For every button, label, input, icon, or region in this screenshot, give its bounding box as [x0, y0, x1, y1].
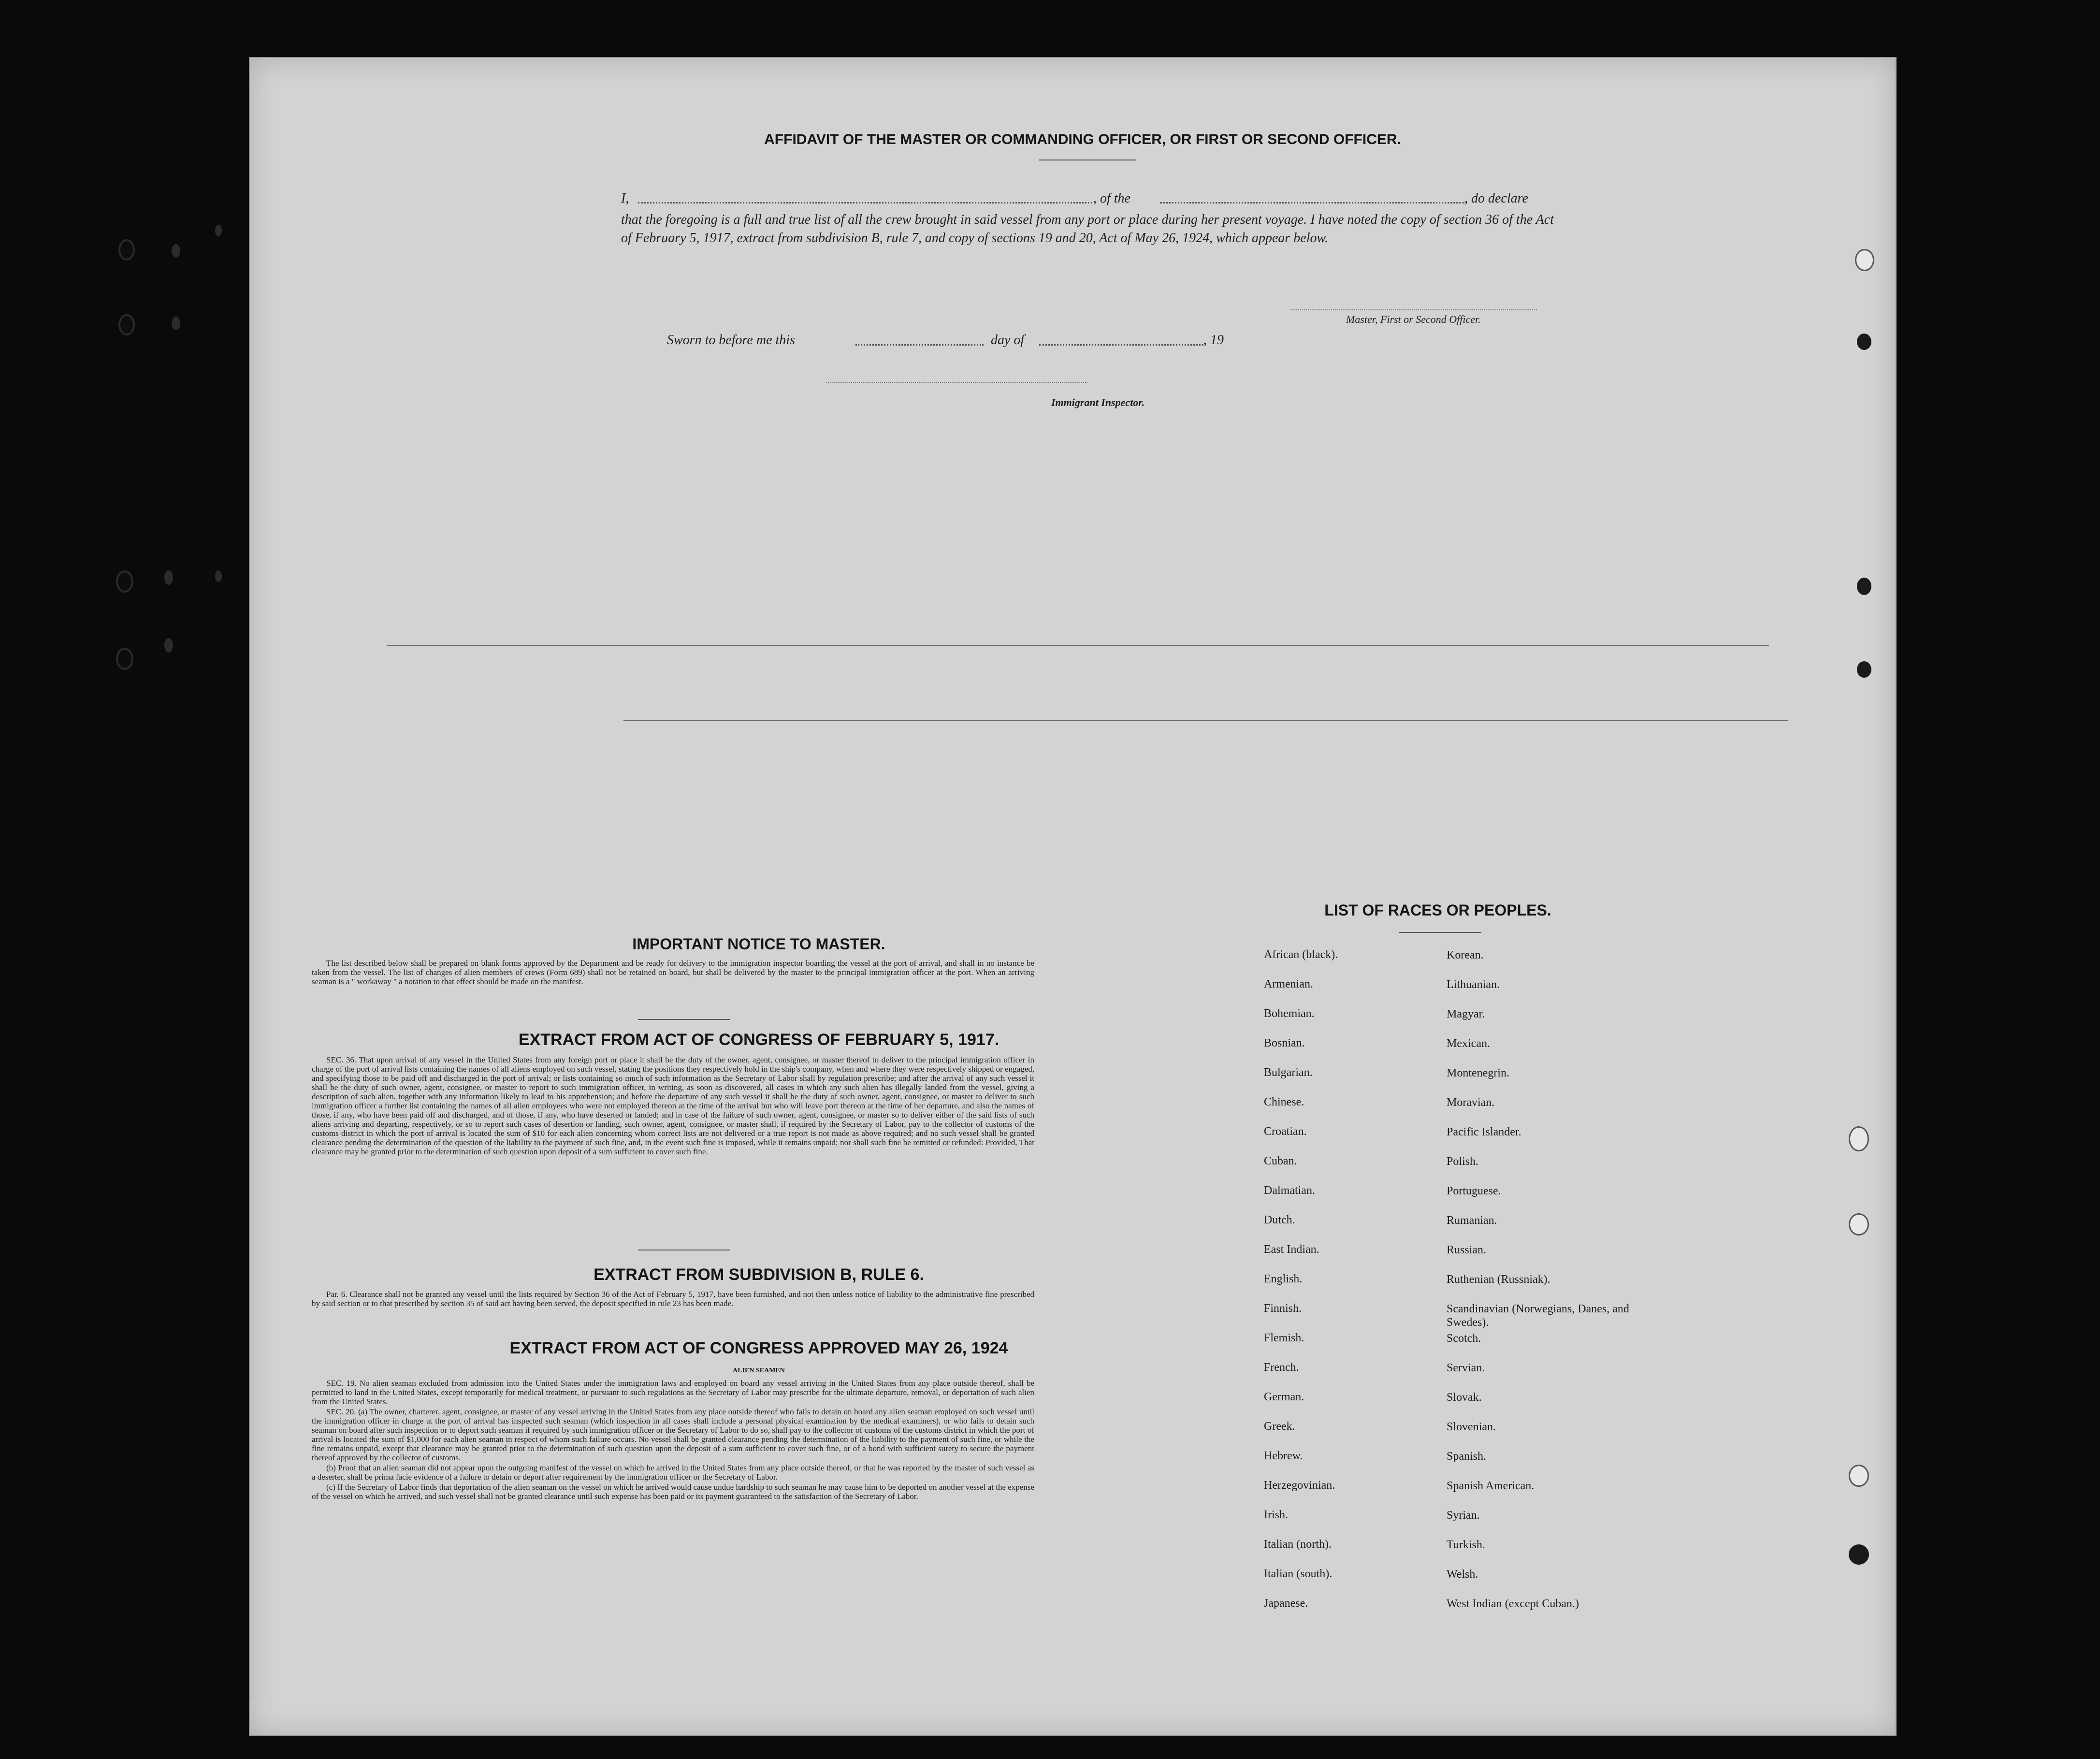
- rule-6-title: EXTRACT FROM SUBDIVISION B, RULE 6.: [594, 1265, 924, 1284]
- race-name-right: West Indian (except Cuban.): [1447, 1598, 1579, 1610]
- punch-hole: [1857, 334, 1871, 350]
- sworn-year-label: , 19: [1203, 333, 1224, 348]
- sworn-day-field[interactable]: [855, 344, 984, 346]
- race-row: [1264, 1096, 1651, 1125]
- section-divider: [638, 1019, 730, 1020]
- race-name-left: East Indian.: [1264, 1243, 1319, 1256]
- race-name-right: Spanish.: [1447, 1450, 1487, 1463]
- punch-hole: [1849, 1126, 1869, 1151]
- race-name-left: Finnish.: [1264, 1302, 1302, 1315]
- race-name-right: Syrian.: [1447, 1509, 1480, 1522]
- declaration-suffix: , do declare: [1464, 191, 1528, 206]
- race-name-right: Scandinavian (Norwegians, Danes, and Swedes).: [1447, 1303, 1629, 1329]
- race-name-right: Slovenian.: [1447, 1421, 1496, 1433]
- race-row: [1264, 1479, 1651, 1509]
- race-name-right: Turkish.: [1447, 1539, 1485, 1551]
- race-row: [1264, 1214, 1651, 1243]
- sworn-month-field[interactable]: [1039, 344, 1203, 346]
- punch-hole: [116, 648, 133, 670]
- race-name-right: Slovak.: [1447, 1391, 1482, 1404]
- alien-seamen-subtitle: ALIEN SEAMEN: [733, 1367, 785, 1374]
- binding-mark: [164, 638, 173, 653]
- extract-1924-title: EXTRACT FROM ACT OF CONGRESS APPROVED MAY 26, 1924: [509, 1339, 1008, 1357]
- race-row: [1264, 978, 1651, 1007]
- race-name-left: Dutch.: [1264, 1214, 1295, 1226]
- punch-hole: [1857, 661, 1871, 678]
- race-row: [1264, 1391, 1651, 1420]
- race-name-left: French.: [1264, 1361, 1299, 1374]
- race-name-left: Japanese.: [1264, 1597, 1308, 1610]
- race-row: [1264, 1037, 1651, 1066]
- binding-mark: [164, 570, 173, 585]
- title-underline: [1399, 932, 1481, 933]
- race-name-right: Moravian.: [1447, 1096, 1495, 1109]
- punch-hole: [1849, 1213, 1869, 1236]
- race-name-left: African (black).: [1264, 948, 1338, 961]
- race-name-right: Ruthenian (Russniak).: [1447, 1273, 1550, 1286]
- affidavit-title: AFFIDAVIT OF THE MASTER OR COMMANDING OFFICER, OR FIRST OR SECOND OFFICER.: [764, 131, 1401, 147]
- form-line: [387, 645, 1769, 646]
- race-name-left: Hebrew.: [1264, 1450, 1303, 1462]
- race-row: [1264, 1125, 1651, 1155]
- punch-hole: [1855, 249, 1874, 271]
- race-row: [1264, 1361, 1651, 1391]
- races-list: [1264, 948, 1651, 1627]
- race-row: [1264, 1568, 1651, 1597]
- declaration-mid: , of the: [1093, 191, 1130, 206]
- race-row: [1264, 1243, 1651, 1273]
- race-name-left: Irish.: [1264, 1509, 1288, 1521]
- extract-1917-title: EXTRACT FROM ACT OF CONGRESS OF FEBRUARY 5, 1917.: [518, 1031, 999, 1049]
- name-field[interactable]: [638, 202, 1092, 204]
- section-19-paragraph: SEC. 19. No alien seaman excluded from admission into the United States under the immigration laws and employed on board any vessel arriving in the United States from any place outside thereof, shall be permitted to land in the United States, except temporarily for medical treatment, or pursuant to such regulations as the Secretary of Labor may prescribe for the ultimate departure, removal, or deportation of such alien from the United States.: [312, 1379, 1034, 1406]
- binding-mark: [172, 317, 180, 330]
- race-name-left: Armenian.: [1264, 978, 1313, 990]
- race-row: [1264, 1509, 1651, 1538]
- race-row: [1264, 1007, 1651, 1037]
- race-name-left: Chinese.: [1264, 1096, 1304, 1108]
- notice-paragraph: The list described below shall be prepared on blank forms approved by the Department and be ready for delivery to the immigration inspector boarding the vessel at the port of arrival, and shall in no instance be taken from the vessel. The list of changes of alien members of crews (Form 689) shall not be retained on board, but shall be delivered by the master to the principal immigration officer at the port. When an arriving seaman is a " workaway " a notation to that effect should be made on the manifest.: [312, 959, 1034, 986]
- race-row: [1264, 1273, 1651, 1302]
- race-name-right: Rumanian.: [1447, 1214, 1497, 1227]
- race-name-left: German.: [1264, 1391, 1304, 1403]
- binding-mark: [215, 225, 222, 236]
- race-row: [1264, 1450, 1651, 1479]
- race-row: [1264, 1155, 1651, 1184]
- race-name-left: Herzegovinian.: [1264, 1479, 1335, 1492]
- races-title: LIST OF RACES OR PEOPLES.: [1324, 901, 1551, 919]
- form-line: [623, 720, 1788, 721]
- section-20a-paragraph: SEC. 20. (a) The owner, charterer, agent, consignee, or master of any vessel arriving in the United States from any place outside thereof who fails to detain on board any alien seaman employed on such vessel until the immigration officer in charge at the port of arrival has inspected such seaman (which inspection in all cases shall include a personal physical examination by the medical examiners), or who fails to detain such seaman on board after such inspection or to deport such seaman if required by such immigration officer or the Secretary of Labor to do so, shall pay to the collector of customs of the customs district in which the port of arrival is located the sum of $1,000 for each alien seaman in respect of whom such failure occurs. No vessel shall be granted clearance pending the determination of the liability to the payment of such fine, or while the fine remains unpaid, except that clearance may be granted prior to the determination of such question upon the deposit of a sum sufficient to cover such fine, or of a bond with sufficient surety to secure the payment thereof approved by the collector of customs.: [312, 1407, 1034, 1462]
- race-name-right: Pacific Islander.: [1447, 1126, 1521, 1138]
- extract-1917-text: [312, 1055, 1034, 1157]
- race-name-left: Italian (north).: [1264, 1538, 1332, 1551]
- punch-hole: [118, 239, 135, 261]
- race-name-left: English.: [1264, 1273, 1303, 1285]
- race-name-right: Spanish American.: [1447, 1480, 1535, 1492]
- punch-hole: [1849, 1465, 1869, 1487]
- race-name-left: Cuban.: [1264, 1155, 1297, 1167]
- race-row: [1264, 1597, 1651, 1627]
- race-row: [1264, 1066, 1651, 1096]
- rule-6-paragraph: Par. 6. Clearance shall not be granted any vessel until the lists required by Section 36 of the Act of February 5, 1917, have been furnished, and not then unless notice of liability to the administrative fine prescribed by said section or to that prescribed by section 35 of said act having been served, the deposit specified in rule 23 has been made.: [312, 1290, 1034, 1308]
- race-name-right: Polish.: [1447, 1155, 1479, 1168]
- vessel-field[interactable]: [1160, 202, 1464, 204]
- race-row: [1264, 1538, 1651, 1568]
- race-name-left: Greek.: [1264, 1420, 1295, 1433]
- master-signature-line[interactable]: [1290, 309, 1537, 310]
- race-row: [1264, 948, 1651, 978]
- race-name-left: Flemish.: [1264, 1332, 1304, 1344]
- sworn-day-label: day of: [991, 333, 1025, 348]
- race-name-left: Dalmatian.: [1264, 1184, 1315, 1197]
- race-name-right: Servian.: [1447, 1362, 1485, 1374]
- race-name-left: Italian (south).: [1264, 1568, 1332, 1580]
- punch-hole: [1857, 578, 1871, 595]
- race-name-right: Magyar.: [1447, 1008, 1485, 1020]
- race-name-right: Montenegrin.: [1447, 1067, 1509, 1079]
- sworn-prefix: Sworn to before me this: [667, 333, 795, 348]
- race-row: [1264, 1184, 1651, 1214]
- section-20b-paragraph: (b) Proof that an alien seaman did not appear upon the outgoing manifest of the vessel on which he arrived in the United States from any place outside thereof, or that he was reported by the master of such vessel as a deserter, shall be prima facie evidence of a failure to detain or deport after requirement by the immigration officer or the Secretary of Labor.: [312, 1463, 1034, 1482]
- inspector-signature-label: Immigrant Inspector.: [1051, 396, 1145, 408]
- section-20c-paragraph: (c) If the Secretary of Labor finds that deportation of the alien seaman on the vessel on which he arrived would cause undue hardship to such seaman he may cause him to be deported on another vessel at the expense of the vessel on which he arrived, and such vessel shall not be granted clearance until such expense has been paid or its payment guaranteed to the satisfaction of the Secretary of Labor.: [312, 1483, 1034, 1501]
- race-name-right: Portuguese.: [1447, 1185, 1501, 1197]
- punch-hole: [116, 570, 133, 593]
- extract-1924-text: [312, 1379, 1034, 1502]
- inspector-signature-line[interactable]: [826, 382, 1087, 383]
- race-name-right: Korean.: [1447, 949, 1484, 961]
- race-name-left: Croatian.: [1264, 1125, 1307, 1138]
- notice-text: [312, 959, 1034, 987]
- punch-hole: [1849, 1544, 1869, 1565]
- master-signature-label: Master, First or Second Officer.: [1346, 313, 1481, 325]
- race-name-right: Lithuanian.: [1447, 978, 1500, 991]
- race-row: [1264, 1420, 1651, 1450]
- race-name-left: Bulgarian.: [1264, 1066, 1313, 1079]
- race-name-left: Bosnian.: [1264, 1037, 1305, 1049]
- race-row: [1264, 1332, 1651, 1361]
- binding-mark: [215, 570, 222, 582]
- notice-title: IMPORTANT NOTICE TO MASTER.: [632, 935, 885, 953]
- stray-mark: ~ℓ: [251, 1692, 270, 1714]
- race-name-right: Mexican.: [1447, 1037, 1490, 1050]
- extract-1917-paragraph: SEC. 36. That upon arrival of any vessel in the United States from any foreign port or place it shall be the duty of the owner, agent, consignee, or master thereof to deliver to the principal immigration officer in charge of the port of arrival lists containing the names of all aliens employed on such vessel, stating the positions they respectively hold in the ship's company, when and where they were respectively shipped or engaged, and specifying those to be paid off and discharged in the port of arrival; or lists containing so much of such information as the Secretary of Labor shall by regulation prescribe; and after the arrival of any such vessel it shall be the duty of such owner, agent, consignee, or master to report to such immigration officer, in writing, as soon as discovered, all cases in which any such alien has illegally landed from the vessel, giving a description of such alien, together with any information likely to lead to his apprehension; and before the departure of any such vessel it shall be the duty of such owner, agent, consignee, or master to deliver to such immigration officer a further list containing the names of all alien employees who were not employed thereon at the time of the arrival but who will leave port thereon at the time of her departure, and also the names of those, if any, who have been paid off and discharged, and of those, if any, who have deserted or landed; and in case of the failure of such owner, agent, consignee, or master so to deliver either of the said lists of such aliens arriving and departing, respectively, or so to report such cases of desertion or landing, such owner, agent, consignee, or master shall, if required by the Secretary of Labor, pay to the collector of customs of the customs district in which the port of arrival is located the sum of $10 for each alien concerning whom correct lists are not delivered or a true report is not made as above required; and no such vessel shall be granted clearance pending the determination of the question of the liability to the payment of such fine, and, in the event such fine is imposed, while it remains unpaid; nor shall such fine be remitted or refunded: Provided, That clearance may be granted prior to the determination of such question upon deposit of a sum sufficient to cover such fine.: [312, 1055, 1034, 1156]
- declaration-body: that the foregoing is a full and true list of all the crew brought in said vessel from any port or place during her present voyage. I have noted the copy of section 36 of the Act of February 5, 1917, extract from subdivision B, rule 7, and copy of sections 19 and 20, Act of May 26, 1924, which appear below.: [621, 212, 1554, 246]
- rule-6-text: [312, 1290, 1034, 1309]
- declaration-prefix: I,: [621, 191, 629, 206]
- race-row: [1264, 1302, 1651, 1332]
- race-name-right: Welsh.: [1447, 1568, 1478, 1581]
- binding-mark: [172, 244, 180, 258]
- race-name-left: Bohemian.: [1264, 1007, 1315, 1020]
- punch-hole: [118, 314, 135, 335]
- race-name-right: Russian.: [1447, 1244, 1487, 1256]
- race-name-right: Scotch.: [1447, 1332, 1481, 1345]
